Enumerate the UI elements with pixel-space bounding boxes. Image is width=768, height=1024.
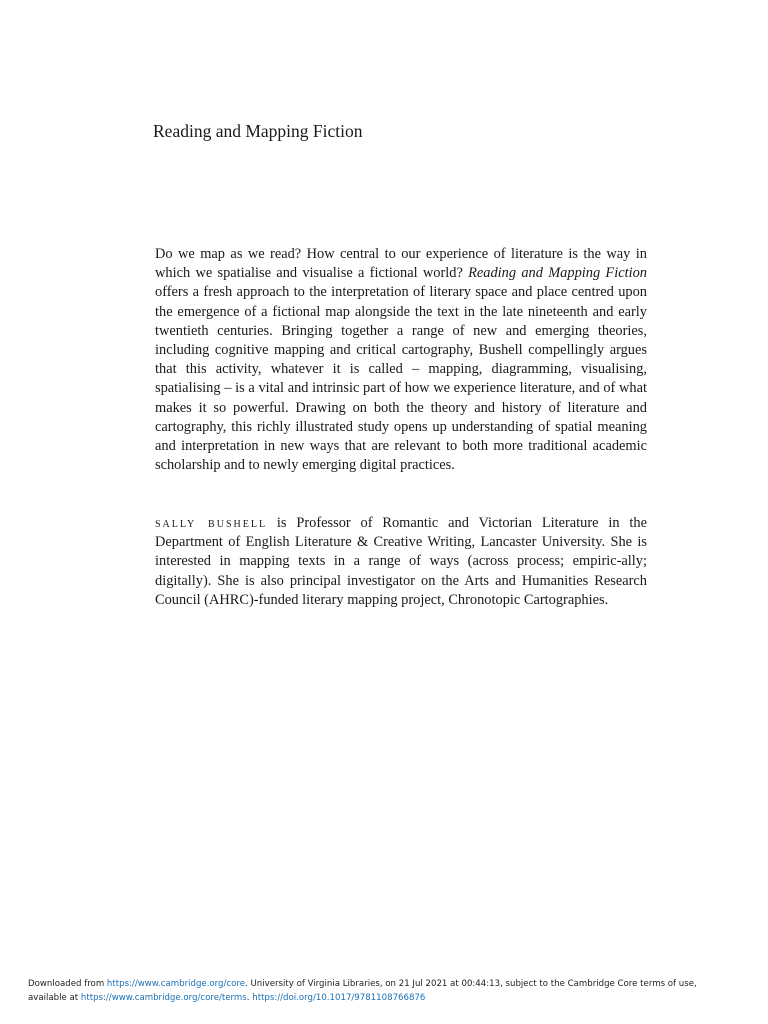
doi-link[interactable]: https://doi.org/10.1017/9781108766876 — [252, 993, 426, 1003]
footer-line-2 — [28, 991, 748, 1005]
description-text-end: offers a fresh approach to the interpretation of literary space and place centred upon the emergence of a fictional map alongside the text in the late nineteenth and early twentieth centuries. Bringing together a range of new and emerging theories, including cognitive mapping and critical cartography, Bushell compellingly argues that this activity, whatever it is called – mapping, diagramming, visualising, spatialising – is a vital and intrinsic part of how we experience literature, and of what makes it so powerful. Drawing on both the theory and history of literature and cartography, this richly illustrated study opens up understanding of spatial meaning and interpretation in new ways that are relevant to both more traditional academic scholarship and to newly emerging digital practices. — [155, 284, 647, 474]
author-bio — [155, 514, 647, 610]
page-title: Reading and Mapping Fiction — [153, 121, 363, 141]
footer-line-1 — [28, 977, 748, 991]
footer-available-at: available at — [28, 993, 81, 1003]
author-bio-text: is Professor of Romantic and Victorian Literature in the Department of English Literature & Creative Writing, Lancaster University. She is interested in mapping texts in a range of ways (across process; empiric-ally; digitally). She is also principal investigator on the Arts and Humanities Research Council (AHRC)-funded literary mapping project, Chronotopic Cartographies. — [155, 515, 647, 608]
description-text-start: Do we map as we read? How central to our experience of literature is the way in which we spatialise and visualise a fictional world? — [155, 246, 647, 282]
footer-downloaded-from: Downloaded from — [28, 979, 107, 989]
download-footer — [28, 977, 748, 1005]
author-name: sally bushell — [155, 515, 268, 531]
cambridge-core-link[interactable]: https://www.cambridge.org/core — [106, 979, 246, 989]
book-description — [155, 245, 647, 475]
description-italic-title: Reading and Mapping Fiction — [468, 265, 647, 282]
footer-download-details: . University of Virginia Libraries, on 21 Jul 2021 at 00:44:13, subject to the Cambridge Core terms of use, — [245, 979, 697, 989]
cambridge-terms-link[interactable]: https://www.cambridge.org/core/terms — [80, 993, 247, 1003]
footer-separator: . — [246, 993, 253, 1003]
